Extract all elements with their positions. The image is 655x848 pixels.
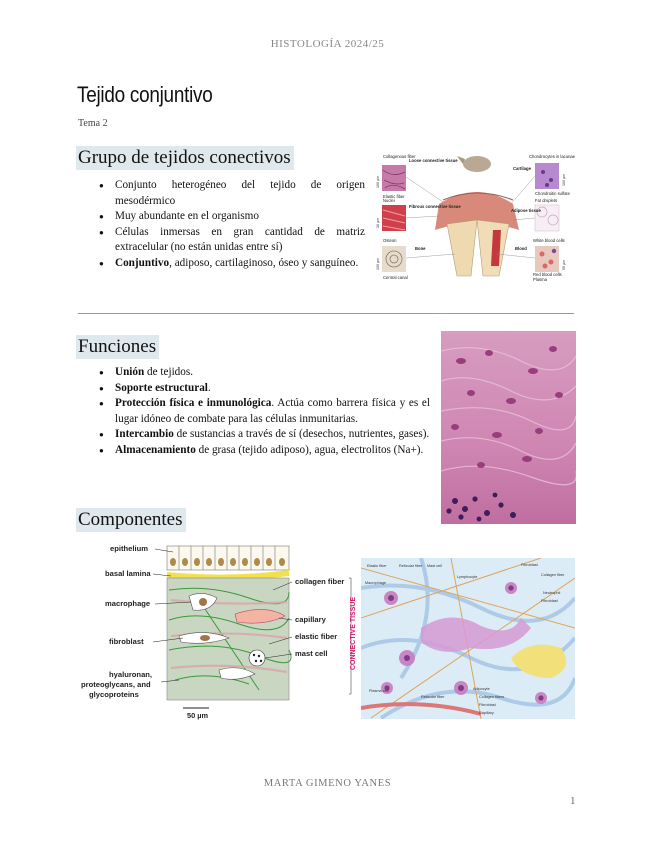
section-heading: Funciones (76, 335, 159, 359)
label: Elastic fiber (383, 194, 405, 199)
label: proteoglycans, and (81, 680, 151, 689)
document-subtitle: Tema 2 (78, 118, 108, 129)
scale-label: 55 µm (562, 259, 566, 270)
label: epithelium (110, 544, 148, 553)
list-item: ● Intercambio de sustancias a través de sí (desechos, nutrientes, gases). (98, 427, 430, 443)
label: Collagenous fiber (383, 154, 416, 159)
page-footer: MARTA GIMENO YANES (263, 778, 392, 789)
label: hyaluronan, (109, 670, 153, 679)
document-title: Tejido conjuntivo (77, 82, 213, 107)
label: Red blood cells (533, 272, 562, 277)
label: Fat droplets (535, 198, 558, 203)
label: Mast cell (427, 564, 442, 568)
label: Blood (515, 246, 527, 251)
label: Collagen fiber (541, 573, 565, 577)
label: Cartilage (513, 166, 531, 171)
label: Plasma cell (369, 689, 389, 693)
label: Fibrous connective tissue (409, 204, 461, 209)
label: Collagen fibers (479, 695, 505, 699)
label: basal lamina (105, 569, 151, 578)
connective-tissue-components-diagram (79, 540, 357, 720)
list-item: ● Células inmersas en gran cantidad de matriz extracelular (no están unidas entre sí) (98, 225, 365, 256)
label: Adipocyte (473, 687, 490, 691)
functions-list (98, 365, 430, 459)
label: Adipose tissue (511, 208, 541, 213)
section-components (76, 509, 186, 531)
histology-micrograph (441, 331, 576, 524)
scale-label: 100 µm (376, 175, 380, 188)
label: capillary (295, 615, 326, 624)
scale-label: 30 µm (376, 217, 380, 228)
label: Osteon (383, 238, 397, 243)
connective-tissue-types-figure (373, 150, 579, 284)
label: Fibroblast (479, 703, 496, 707)
list-item: ● Soporte estructural. (98, 381, 430, 397)
label: Central canal (383, 275, 408, 280)
label: Chondroitin sulfate (535, 191, 570, 196)
section-divider (78, 313, 574, 314)
label: Macrophage (365, 581, 387, 585)
label: macrophage (105, 599, 151, 608)
section-connective-group (76, 147, 294, 169)
label: Neutrophil (543, 591, 561, 595)
label: Fibroblast (521, 563, 538, 567)
label: Lymphocyte (457, 575, 478, 579)
label: collagen fiber (295, 577, 345, 586)
scale-label: 100 µm (562, 173, 566, 186)
label: Capillary (479, 711, 494, 715)
label: fibroblast (109, 637, 144, 646)
label: elastic fiber (295, 632, 338, 641)
label: Chondrocytes in lacunae (529, 154, 576, 159)
list-item: ● Almacenamiento de grasa (tejido adiposo), agua, electrolitos (Na+). (98, 443, 430, 459)
scale-label: 100 µm (376, 257, 380, 270)
scale-label: 50 µm (187, 711, 209, 720)
page-header: HISTOLOGÍA 2024/25 (270, 38, 385, 50)
wolf-illustration (463, 156, 491, 172)
mast-cell-shape (249, 650, 265, 666)
label: mast cell (295, 649, 328, 658)
connective-group-list (98, 178, 365, 272)
label: Fibroblast (541, 599, 558, 603)
label: Elastic fiber (367, 564, 387, 568)
connective-tissue-illustration (361, 558, 575, 719)
label: glycoproteins (89, 690, 139, 699)
section-heading: Grupo de tejidos conectivos (76, 146, 294, 170)
section-heading: Componentes (76, 508, 186, 532)
fibrous-tissue-micrograph (382, 205, 406, 231)
list-item: ● Muy abundante en el organismo (98, 209, 365, 225)
label: Reticular fiber (421, 695, 445, 699)
side-label: CONNECTIVE TISSUE (350, 596, 357, 670)
epithelium-layer (167, 546, 289, 570)
label: Plasma (533, 277, 547, 282)
list-item: ● Conjunto heterogéneo del tejido de origen mesodérmico (98, 178, 365, 209)
list-item: ● Protección física e inmunológica. Actúa como barrera física y es el lugar idóneo de combate para las células inmunitarias. (98, 396, 430, 427)
label: White blood cells (533, 238, 565, 243)
section-functions (76, 336, 159, 358)
label: Reticular fiber (399, 564, 423, 568)
list-item: ● Unión de tejidos. (98, 365, 430, 381)
page-number: 1 (570, 795, 576, 807)
list-item: ● Conjuntivo, adiposo, cartilaginoso, óseo y sanguíneo. (98, 256, 365, 272)
label: Bone (415, 246, 426, 251)
label: Nuclei (383, 198, 395, 203)
label: Loose connective tissue (409, 158, 458, 163)
